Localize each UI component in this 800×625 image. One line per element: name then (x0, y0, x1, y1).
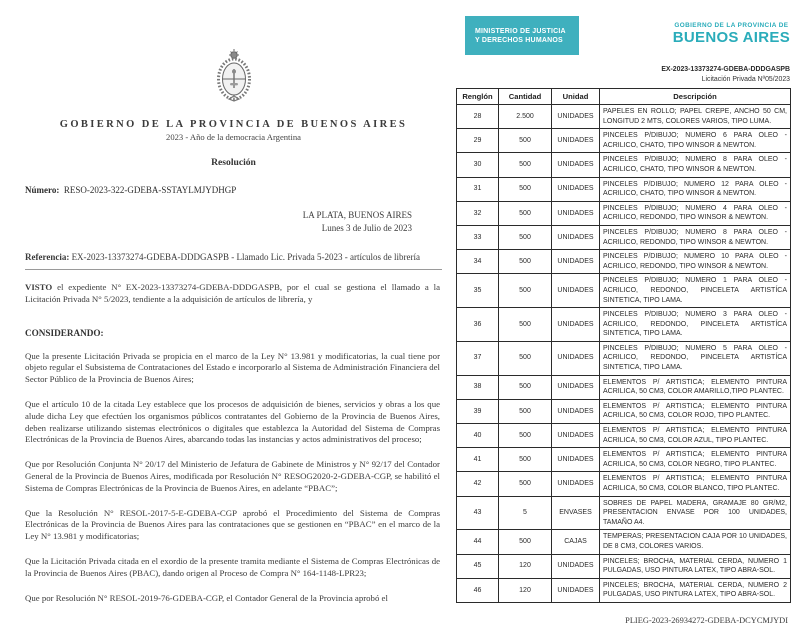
cell-cantidad: 2.500 (499, 105, 552, 129)
cell-renglon: 30 (457, 153, 499, 177)
document-type-heading: Resolución (211, 157, 256, 168)
cell-cantidad: 500 (499, 530, 552, 554)
considerando-paragraph: Que la Licitación Privada citada en el exordio de la presente tramita mediante el Sistema de Compras Electrónicas de la Provincia de Buenos Aires (PBAC), dando origen al Proceso de Compra N° 164-1148-LPR23; (25, 555, 440, 578)
table-row (457, 448, 791, 472)
cell-descripcion: PINCELES P/DIBUJO; NUMERO 1 PARA OLEO - ACRILICO, REDONDO, PINCELETA ARTISTÍCA SINTETICA, TIPO LAMA. (600, 274, 791, 308)
cell-descripcion: PINCELES P/DIBUJO; NUMERO 3 PARA OLEO - ACRILICO, REDONDO, PINCELETA ARTISTÍCA SINTETICA, TIPO LAMA. (600, 308, 791, 342)
cell-cantidad: 500 (499, 129, 552, 153)
cell-unidad: UNIDADES (552, 341, 600, 375)
table-row (457, 341, 791, 375)
cell-renglon: 38 (457, 375, 499, 399)
cell-unidad: UNIDADES (552, 554, 600, 578)
cell-cantidad: 500 (499, 201, 552, 225)
cell-renglon: 45 (457, 554, 499, 578)
items-table (456, 88, 791, 603)
cell-cantidad: 500 (499, 424, 552, 448)
cell-cantidad: 120 (499, 554, 552, 578)
considerando-paragraph: Que la Resolución N° RESOL-2017-5-E-GDEBA-CGP aprobó el Procedimiento del Sistema de Compras Electrónicas de la Provincia de Buenos Aires para las contrataciones que se gestionen en “PBAC” en el marco de la Ley N° 13.981 y modificatorias; (25, 507, 440, 542)
cell-unidad: UNIDADES (552, 250, 600, 274)
visto-text: el expediente N° EX-2023-13373274-GDEBA-DDDGASPB, por el cual se gestiona el llamado a la Licitación Privada N° 5/2023, tendiente a la adquisición de artículos de librería, y (25, 282, 440, 304)
cell-descripcion: SOBRES DE PAPEL MADERA, GRAMAJE 80 GR/M2, PRESENTACION ENVASE POR 100 UNIDADES, TAMAÑO A4. (600, 496, 791, 530)
table-row (457, 424, 791, 448)
cell-descripcion: PINCELES; BROCHA, MATERIAL CERDA, NUMERO 2 PULGADAS, USO PINTURA LATEX, TIPO ABRA-SOL. (600, 578, 791, 602)
date-line: Lunes 3 de Julio de 2023 (321, 223, 412, 233)
table-row (457, 554, 791, 578)
cell-unidad: UNIDADES (552, 129, 600, 153)
province-logo-bottom: BUENOS AIRES (672, 29, 790, 46)
table-row (457, 274, 791, 308)
column-header-descripcion: Descripción (600, 89, 791, 105)
considerando-paragraph: Que por Resolución Conjunta N° 20/17 del Ministerio de Jefatura de Gabinete de Ministros y N° 92/17 del Contador General de la Provincia de Buenos Aires, modificada por Resolución N° RESOG2020-2-GDEBA-CGP, se habilitó el Sistema de Compras Electrónicas de la Provincia de Buenos Aires, en adelante “PBAC”; (25, 459, 440, 493)
resolution-number-line (25, 185, 455, 195)
cell-renglon: 32 (457, 201, 499, 225)
table-row (457, 153, 791, 177)
licitacion-number: Licitación Privada Nº05/2023 (701, 75, 790, 83)
cell-renglon: 39 (457, 399, 499, 423)
cell-renglon: 43 (457, 496, 499, 530)
considerando-paragraph: Que por Resolución N° RESOL-2019-76-GDEBA-CGP, el Contador General de la Provincia aprobó el (25, 592, 388, 603)
cell-unidad: UNIDADES (552, 578, 600, 602)
cell-descripcion: ELEMENTOS P/ ARTISTICA; ELEMENTO PINTURA ACRILICA, 50 CM3, COLOR AZUL, TIPO PLANTEC. (600, 424, 791, 448)
table-row (457, 201, 791, 225)
reference-line (25, 251, 442, 263)
cell-unidad: UNIDADES (552, 472, 600, 496)
cell-unidad: UNIDADES (552, 105, 600, 129)
column-header-renglon: Renglón (457, 89, 499, 105)
considerando-paragraph: Que la presente Licitación Privada se propicia en el marco de la Ley N° 13.981 y modificatorias, la cual tiene por objeto regular el Subsistema de Contrataciones del Estado e incorporarlo al Sistema de Administración Financiera del Sector Público de la Provincia de Buenos Aires; (25, 350, 440, 385)
resolution-document (12, 0, 455, 603)
cell-unidad: UNIDADES (552, 424, 600, 448)
expediente-block (456, 65, 790, 84)
cell-unidad: CAJAS (552, 530, 600, 554)
column-header-cantidad: Cantidad (499, 89, 552, 105)
logos-header (456, 0, 790, 56)
cell-unidad: ENVASES (552, 496, 600, 530)
cell-cantidad: 500 (499, 250, 552, 274)
place-date-block (12, 209, 412, 235)
cell-renglon: 33 (457, 225, 499, 249)
number-label: Número: (25, 185, 60, 195)
cell-unidad: UNIDADES (552, 308, 600, 342)
cell-unidad: UNIDADES (552, 201, 600, 225)
cell-renglon: 44 (457, 530, 499, 554)
cell-descripcion: PINCELES; BROCHA, MATERIAL CERDA, NUMERO 1 PULGADAS, USO PINTURA LATEX, TIPO ABRA-SOL. (600, 554, 791, 578)
cell-unidad: UNIDADES (552, 274, 600, 308)
column-header-unidad: Unidad (552, 89, 600, 105)
cell-renglon: 34 (457, 250, 499, 274)
cell-cantidad: 500 (499, 399, 552, 423)
considerando-heading: CONSIDERANDO: (25, 327, 104, 338)
table-row (457, 250, 791, 274)
items-table-body (457, 105, 791, 603)
cell-descripcion: ELEMENTOS P/ ARTISTICA; ELEMENTO PINTURA ACRILICA, 50 CM3, COLOR ROJO, TIPO PLANTEC. (600, 399, 791, 423)
cell-unidad: UNIDADES (552, 177, 600, 201)
table-row (457, 129, 791, 153)
cell-descripcion: ELEMENTOS P/ ARTISTICA; ELEMENTO PINTURA ACRILICA, 50 CM3, COLOR BLANCO, TIPO PLANTEC. (600, 472, 791, 496)
reference-divider (25, 269, 442, 270)
cell-renglon: 29 (457, 129, 499, 153)
province-logo (673, 22, 790, 45)
table-row (457, 375, 791, 399)
cell-unidad: UNIDADES (552, 225, 600, 249)
cell-renglon: 42 (457, 472, 499, 496)
cell-descripcion: ELEMENTOS P/ ARTISTICA; ELEMENTO PINTURA ACRILICA, 50 CM3, COLOR NEGRO, TIPO PLANTEC. (600, 448, 791, 472)
cell-renglon: 40 (457, 424, 499, 448)
cell-renglon: 36 (457, 308, 499, 342)
ministry-logo: MINISTERIO DE JUSTICIA Y DERECHOS HUMANOS (465, 16, 579, 55)
coat-of-arms-icon (12, 48, 455, 109)
cell-cantidad: 5 (499, 496, 552, 530)
cell-cantidad: 500 (499, 153, 552, 177)
cell-unidad: UNIDADES (552, 375, 600, 399)
cell-cantidad: 500 (499, 308, 552, 342)
table-row (457, 105, 791, 129)
reference-text: EX-2023-13373274-GDEBA-DDDGASPB - Llamado Lic. Privada 5-2023 - artículos de librería (69, 252, 420, 262)
cell-renglon: 37 (457, 341, 499, 375)
number-value: RESO-2023-322-GDEBA-SSTAYLMJYDHGP (63, 185, 237, 195)
government-title: GOBIERNO DE LA PROVINCIA DE BUENOS AIRES (59, 119, 408, 130)
cell-descripcion: PINCELES P/DIBUJO; NUMERO 10 PARA OLEO - ACRILICO, REDONDO, TIPO WINSOR & NEWTON. (600, 250, 791, 274)
place-line: LA PLATA, BUENOS AIRES (302, 210, 412, 220)
tender-items-sheet (456, 0, 790, 625)
visto-label: VISTO (25, 282, 53, 292)
visto-paragraph (25, 282, 440, 306)
year-motto: 2023 - Año de la democracia Argentina (166, 132, 301, 142)
cell-unidad: UNIDADES (552, 399, 600, 423)
cell-cantidad: 500 (499, 448, 552, 472)
considerando-paragraph: Que el artículo 10 de la citada Ley establece que los procesos de adquisición de bienes, servicios y obras a los que alude dicha Ley que efectúen los organismos públicos contratantes del Gobierno de la Provincia de Buenos Aires, deben realizarse utilizando sistemas electrónicos o digitales que establezca la Autoridad del Sistema de Compras Electrónicas de la Provincia de Buenos Aires, abarcando todas las instancias y actos administrativos del proceso; (25, 398, 440, 445)
cell-cantidad: 500 (499, 341, 552, 375)
cell-unidad: UNIDADES (552, 153, 600, 177)
cell-renglon: 28 (457, 105, 499, 129)
reference-label: Referencia: (25, 252, 70, 262)
cell-cantidad: 500 (499, 472, 552, 496)
cell-renglon: 31 (457, 177, 499, 201)
province-logo-top: GOBIERNO DE LA PROVINCIA DE (674, 22, 789, 29)
table-row (457, 225, 791, 249)
table-row (457, 578, 791, 602)
cell-descripcion: PINCELES P/DIBUJO; NUMERO 8 PARA OLEO - ACRILICO, REDONDO, TIPO WINSOR & NEWTON. (600, 225, 791, 249)
cell-descripcion: PINCELES P/DIBUJO; NUMERO 4 PARA OLEO - ACRILICO, REDONDO, TIPO WINSOR & NEWTON. (600, 201, 791, 225)
table-row (457, 530, 791, 554)
cell-descripcion: TEMPERAS; PRESENTACION CAJA POR 10 UNIDADES, DE 8 CM3, COLORES VARIOS. (600, 530, 791, 554)
cell-descripcion: PINCELES P/DIBUJO; NUMERO 5 PARA OLEO - ACRILICO, REDONDO, PINCELETA ARTISTÍCA SINTETICA, TIPO LAMA. (600, 341, 791, 375)
cell-unidad: UNIDADES (552, 448, 600, 472)
cell-descripcion: PINCELES P/DIBUJO; NUMERO 8 PARA OLEO - ACRILICO, CHATO, TIPO WINSOR & NEWTON. (600, 153, 791, 177)
cell-cantidad: 120 (499, 578, 552, 602)
cell-descripcion: PINCELES P/DIBUJO; NUMERO 12 PARA OLEO - ACRILICO, CHATO, TIPO WINSOR & NEWTON. (600, 177, 791, 201)
cell-cantidad: 500 (499, 225, 552, 249)
table-row (457, 496, 791, 530)
table-row (457, 399, 791, 423)
cell-descripcion: ELEMENTOS P/ ARTISTICA; ELEMENTO PINTURA ACRILICA, 50 CM3, COLOR AMARILLO,TIPO PLANTEC. (600, 375, 791, 399)
cell-renglon: 46 (457, 578, 499, 602)
expediente-number: EX-2023-13373274-GDEBA-DDDGASPB (661, 66, 790, 73)
cell-renglon: 35 (457, 274, 499, 308)
cell-descripcion: PINCELES P/DIBUJO; NUMERO 6 PARA OLEO - ACRILICO, CHATO, TIPO WINSOR & NEWTON. (600, 129, 791, 153)
cell-cantidad: 500 (499, 177, 552, 201)
table-row (457, 308, 791, 342)
table-row (457, 472, 791, 496)
table-row (457, 177, 791, 201)
pliego-footer-number: PLIEG-2023-26934272-GDEBA-DCYCMJYDI (625, 615, 788, 625)
cell-descripcion: PAPELES EN ROLLO; PAPEL CREPE, ANCHO 50 CM, LONGITUD 2 MTS, COLORES VARIOS, TIPO LUMA. (600, 105, 791, 129)
cell-renglon: 41 (457, 448, 499, 472)
items-table-header-row (457, 89, 791, 105)
cell-cantidad: 500 (499, 274, 552, 308)
cell-cantidad: 500 (499, 375, 552, 399)
